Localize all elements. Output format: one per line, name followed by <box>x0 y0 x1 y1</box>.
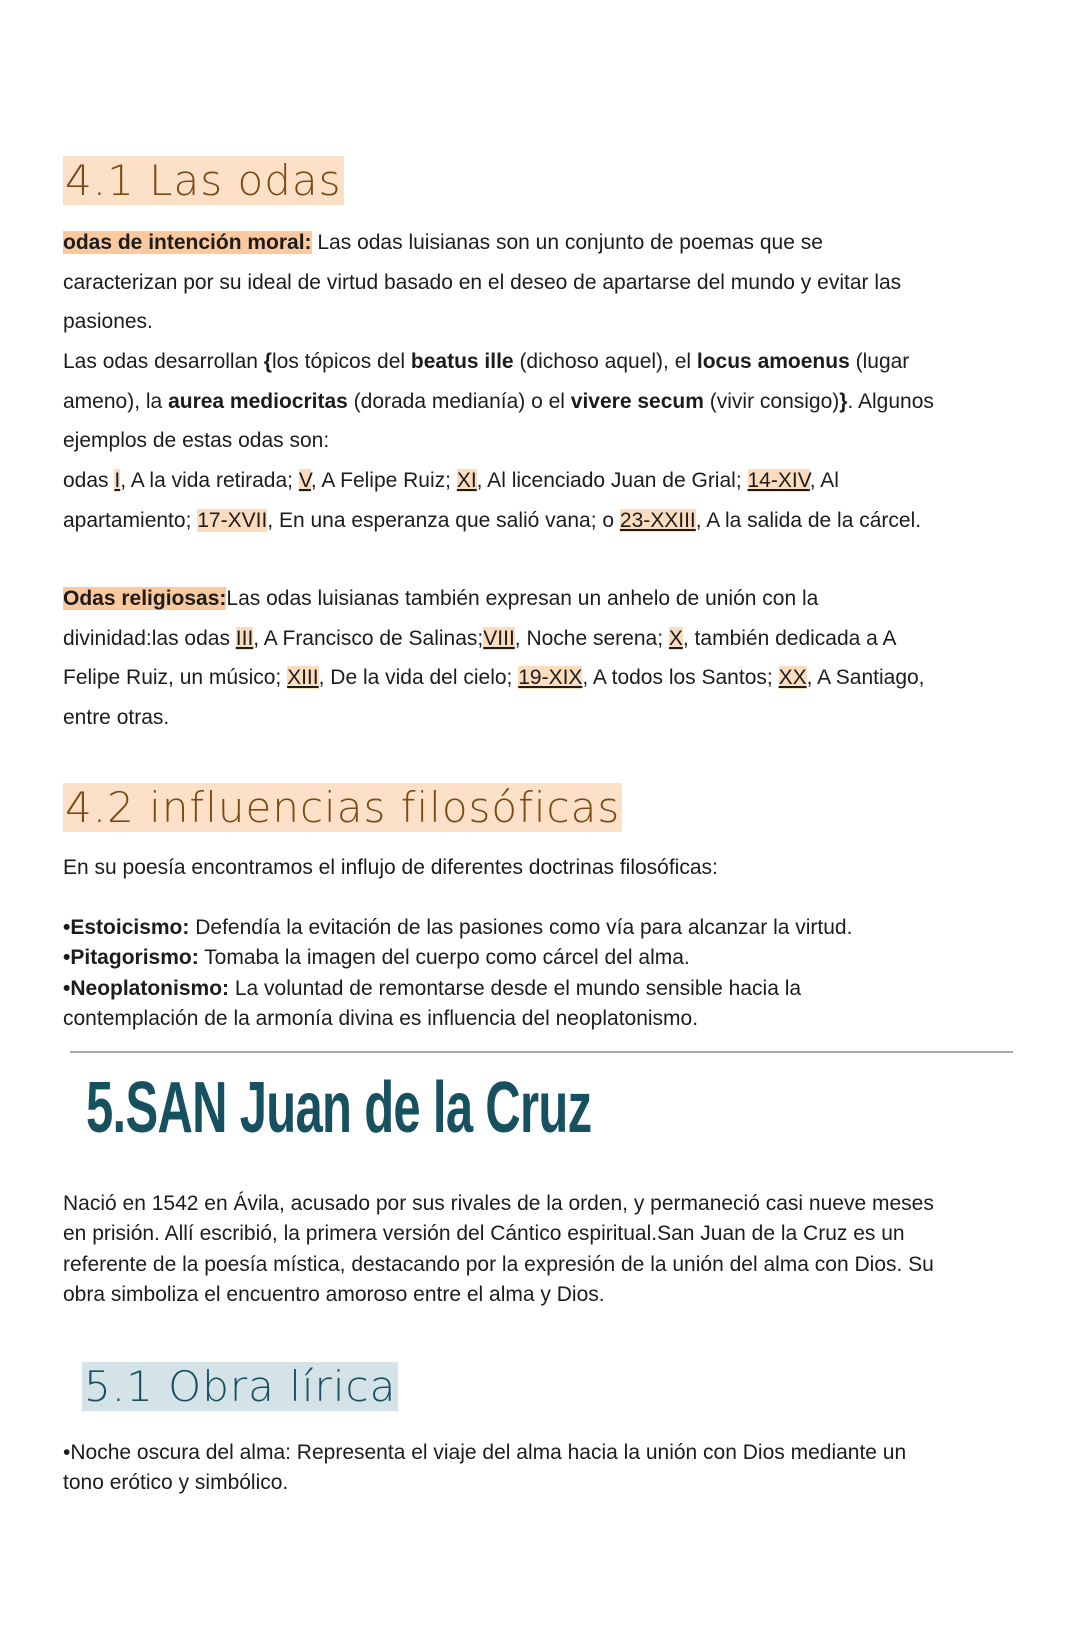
text-line <box>63 1438 1023 1468</box>
text-segment: ejemplos de estas odas son: <box>63 429 330 453</box>
paragraph-obra-lirica <box>63 1438 1023 1499</box>
text-line <box>63 1219 1023 1249</box>
text-line <box>63 913 1023 943</box>
paragraph-odas-religiosas <box>63 579 1023 738</box>
ode-link[interactable]: 14-XIV <box>747 469 810 493</box>
text-segment: (lugar <box>849 350 910 374</box>
text-segment: en prisión. Allí escribió, la primera versión del Cántico espiritual.San Juan de la Cruz es un <box>63 1222 905 1246</box>
text-segment: locus amoenus <box>696 350 850 374</box>
text-segment: } <box>839 389 848 413</box>
text-segment: Defendía la evitación de las pasiones como vía para alcanzar la virtud. <box>189 916 853 939</box>
text-line <box>63 579 1023 619</box>
text-segment: •Noche oscura del alma: Representa el viaje del alma hacia la unión con Dios mediante un <box>63 1441 907 1464</box>
text-segment: contemplación de la armonía divina es influencia del neoplatonismo. <box>63 1007 699 1031</box>
text-line <box>63 421 1023 461</box>
text-segment: , A Felipe Ruiz; <box>310 469 457 493</box>
text-segment: , De la vida del cielo; <box>318 666 519 690</box>
text-segment: , A Francisco de Salinas; <box>253 626 484 650</box>
text-line <box>63 1189 1023 1219</box>
heading-4-2: 4.2 influencias filosóficas <box>65 783 621 832</box>
text-segment: Tomaba la imagen del cuerpo como cárcel del alma. <box>198 946 690 970</box>
text-segment: En su poesía encontramos el influjo de diferentes doctrinas filosóficas: <box>63 856 718 879</box>
ode-link[interactable]: XI <box>456 469 477 493</box>
text-line <box>63 698 1023 738</box>
ode-link[interactable]: 19-XIX <box>518 666 583 690</box>
text-segment: odas <box>63 469 115 493</box>
text-line <box>63 974 1023 1004</box>
ode-link[interactable]: 23-XXIII <box>619 508 696 532</box>
text-line <box>63 658 1023 698</box>
text-segment: , A todos los Santos; <box>582 666 779 690</box>
ode-link[interactable]: VIII <box>483 626 515 650</box>
text-line <box>63 848 1023 888</box>
ode-link[interactable]: V <box>298 469 311 493</box>
text-line <box>63 223 1023 263</box>
text-line <box>63 302 1023 342</box>
text-line <box>63 263 1023 303</box>
text-segment: referente de la poesía mística, destacando por la expresión de la unión del alma con Dios. Su <box>63 1252 934 1276</box>
text-segment: , En una esperanza que salió vana; o <box>267 508 620 532</box>
text-line <box>63 619 1023 659</box>
text-segment: , A la salida de la cárcel. <box>695 508 922 532</box>
text-segment: Las odas luisianas son un conjunto de poemas que se <box>311 231 823 254</box>
text-segment: { <box>263 350 272 374</box>
text-line <box>63 1250 1023 1280</box>
text-segment: , Al <box>809 469 839 493</box>
text-line <box>63 501 1023 541</box>
text-segment: (vivir consigo) <box>703 389 840 413</box>
ode-link[interactable]: I <box>114 469 121 493</box>
text-line <box>63 1468 1023 1498</box>
text-segment: (dichoso aquel), el <box>513 350 697 374</box>
text-segment: aurea mediocritas <box>168 389 348 413</box>
text-segment: , Al licenciado Juan de Grial; <box>476 469 748 493</box>
text-line <box>63 461 1023 501</box>
text-line <box>63 943 1023 973</box>
text-segment: beatus ille <box>410 350 514 374</box>
text-segment: •Estoicismo: <box>63 916 190 939</box>
ode-link[interactable]: XIII <box>287 666 319 690</box>
text-segment: •Neoplatonismo: <box>63 976 230 1000</box>
ode-link[interactable]: III <box>235 626 254 650</box>
text-segment: tono erótico y simbólico. <box>63 1471 289 1495</box>
text-segment: , también dedicada a A <box>682 626 897 650</box>
text-segment: •Pitagorismo: <box>63 946 199 970</box>
highlighted-text: Odas religiosas: <box>63 587 227 610</box>
text-line <box>63 342 1023 382</box>
paragraph-odas-morales <box>63 223 1023 541</box>
text-line <box>63 1280 1023 1310</box>
ode-link[interactable]: X <box>668 626 683 650</box>
highlighted-text: 17-XVII <box>197 508 268 532</box>
text-segment: vivere secum <box>570 389 704 413</box>
text-segment: . Algunos <box>847 389 934 413</box>
text-segment: pasiones. <box>63 310 153 334</box>
text-segment: entre otras. <box>63 706 170 730</box>
text-segment: (dorada medianía) o el <box>347 389 571 413</box>
divider <box>70 1051 1013 1053</box>
heading-5-1: 5.1 Obra lírica <box>84 1362 397 1411</box>
text-line <box>63 1004 1023 1034</box>
text-line <box>63 382 1023 422</box>
text-segment: Las odas luisianas también expresan un anhelo de unión con la <box>226 587 819 610</box>
heading-5: 5.SAN Juan de la Cruz <box>86 1068 592 1148</box>
highlighted-text: odas de intención moral: <box>63 231 312 254</box>
text-segment: los tópicos del <box>271 350 411 374</box>
heading-4-1: 4.1 Las odas <box>65 156 342 205</box>
text-segment: Felipe Ruiz, un músico; <box>63 666 288 690</box>
text-segment: Nació en 1542 en Ávila, acusado por sus rivales de la orden, y permaneció casi nueve meses <box>63 1192 934 1215</box>
text-segment: apartamiento; <box>63 508 198 532</box>
list-influencias <box>63 913 1023 1035</box>
paragraph-influencias-intro <box>63 848 1023 888</box>
text-segment: , A la vida retirada; <box>120 469 299 493</box>
text-segment: Las odas desarrollan <box>63 350 264 374</box>
text-segment: obra simboliza el encuentro amoroso entre el alma y Dios. <box>63 1283 605 1307</box>
text-segment: La voluntad de remontarse desde el mundo sensible hacia la <box>229 976 802 1000</box>
text-segment: , Noche serena; <box>514 626 669 650</box>
text-segment: , A Santiago, <box>806 666 925 690</box>
paragraph-san-juan <box>63 1189 1023 1311</box>
ode-link[interactable]: XX <box>778 666 807 690</box>
text-segment: caracterizan por su ideal de virtud basado en el deseo de apartarse del mundo y evitar las <box>63 270 902 294</box>
text-segment: divinidad:las odas <box>63 626 236 650</box>
text-segment: ameno), la <box>63 389 169 413</box>
